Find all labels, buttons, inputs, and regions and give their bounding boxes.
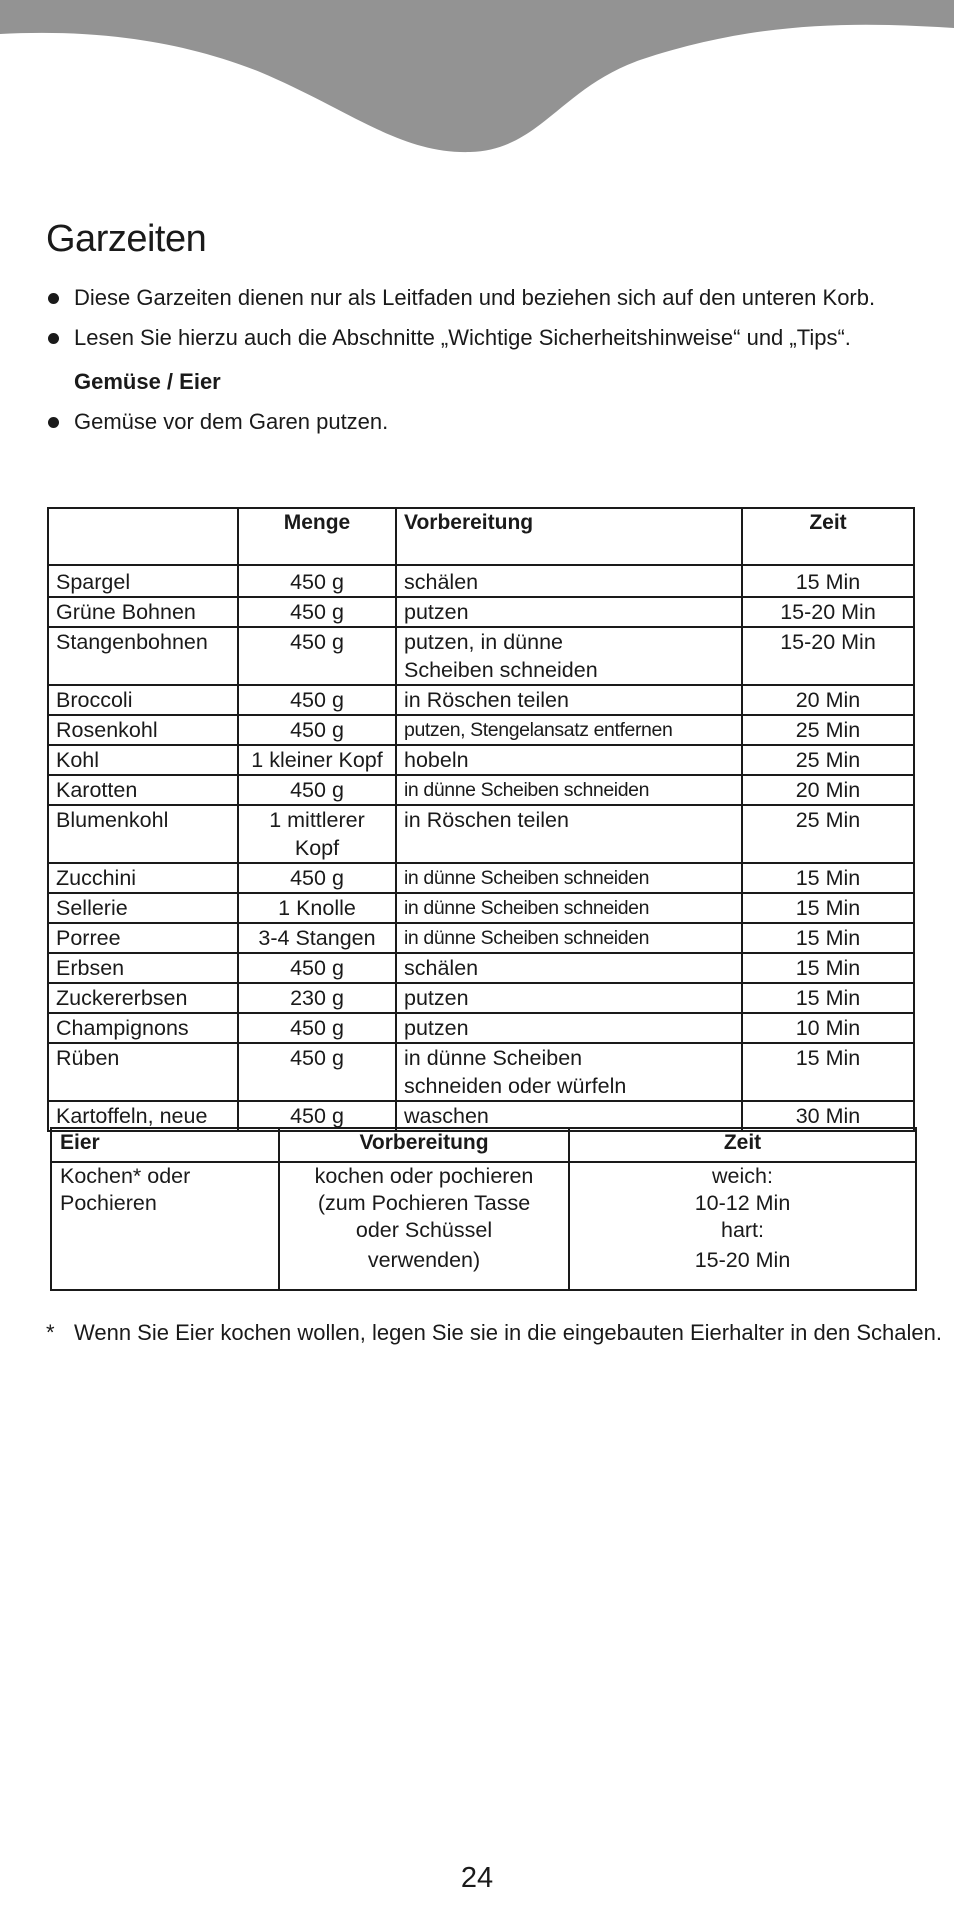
table-row bbox=[48, 983, 914, 1013]
cell-time: 15 Min bbox=[742, 923, 914, 953]
cell-preparation bbox=[396, 1013, 742, 1043]
preparation-line: schneiden oder würfeln bbox=[404, 1074, 627, 1098]
bullet-see-sections: Lesen Sie hierzu auch die Abschnitte „Wichtige Sicherheitshinweise“ und „Tips“. bbox=[46, 322, 916, 354]
cell-time: 25 Min bbox=[742, 805, 914, 863]
cell-item: Porree bbox=[48, 923, 238, 953]
cell-time: 15 Min bbox=[742, 1043, 914, 1101]
cell-amount: 3-4 Stangen bbox=[238, 923, 396, 953]
cell-item: Erbsen bbox=[48, 953, 238, 983]
cell-time: 15 Min bbox=[742, 953, 914, 983]
cell-amount: 230 g bbox=[238, 983, 396, 1013]
table-row bbox=[48, 627, 914, 685]
cell-amount: 450 g bbox=[238, 775, 396, 805]
egg-method bbox=[51, 1162, 279, 1290]
cell-amount: 1 mittlerer Kopf bbox=[238, 805, 396, 863]
egg-method-line: Kochen* oder bbox=[60, 1164, 191, 1188]
egg-method-line: Pochieren bbox=[60, 1191, 157, 1215]
table-row bbox=[48, 923, 914, 953]
egg-time bbox=[569, 1162, 916, 1290]
cell-time: 15-20 Min bbox=[742, 627, 914, 685]
page-title: Garzeiten bbox=[46, 218, 207, 260]
subheading-vegetables-eggs: Gemüse / Eier bbox=[74, 369, 221, 394]
cell-amount: 450 g bbox=[238, 715, 396, 745]
preparation-line: waschen bbox=[404, 1104, 489, 1128]
preparation-line: in dünne Scheiben schneiden bbox=[404, 867, 650, 889]
header-time: Zeit bbox=[742, 508, 914, 565]
cell-item: Rosenkohl bbox=[48, 715, 238, 745]
egg-prep-line: verwenden) bbox=[367, 1248, 481, 1272]
egg-preparation bbox=[279, 1162, 569, 1290]
preparation-line: putzen, in dünne bbox=[404, 630, 563, 654]
bullet-guideline: Diese Garzeiten dienen nur als Leitfaden und beziehen sich auf den unteren Korb. bbox=[46, 282, 916, 314]
cell-time: 15-20 Min bbox=[742, 597, 914, 627]
egg-header-time: Zeit bbox=[569, 1128, 916, 1162]
preparation-line: putzen bbox=[404, 600, 469, 624]
cell-amount: 450 g bbox=[238, 627, 396, 685]
cell-amount: 1 Knolle bbox=[238, 893, 396, 923]
preparation-line: schälen bbox=[404, 956, 479, 980]
cell-time: 25 Min bbox=[742, 745, 914, 775]
preparation-line: hobeln bbox=[404, 748, 469, 772]
cell-time: 15 Min bbox=[742, 983, 914, 1013]
cell-amount: 450 g bbox=[238, 1043, 396, 1101]
cell-item: Sellerie bbox=[48, 893, 238, 923]
egg-prep-line: kochen oder pochieren bbox=[314, 1164, 534, 1188]
table-row bbox=[48, 863, 914, 893]
table-row bbox=[48, 745, 914, 775]
table-row bbox=[48, 805, 914, 863]
cell-time: 15 Min bbox=[742, 565, 914, 597]
cell-amount: 450 g bbox=[238, 1013, 396, 1043]
cell-time: 30 Min bbox=[742, 1101, 914, 1131]
preparation-line: in dünne Scheiben schneiden bbox=[404, 897, 650, 919]
egg-time-line: weich: bbox=[712, 1164, 773, 1188]
cell-amount: 450 g bbox=[238, 1101, 396, 1131]
cell-preparation bbox=[396, 565, 742, 597]
table-row bbox=[48, 1013, 914, 1043]
preparation-line: in dünne Scheiben bbox=[404, 1046, 583, 1070]
preparation-line: in Röschen teilen bbox=[404, 808, 569, 832]
egg-header-row bbox=[51, 1128, 916, 1162]
intro-bullets bbox=[46, 282, 916, 438]
table-row bbox=[48, 565, 914, 597]
footnote-text: Wenn Sie Eier kochen wollen, legen Sie sie in die eingebauten Eierhalter in den Schalen. bbox=[74, 1320, 942, 1345]
preparation-line: schälen bbox=[404, 570, 479, 594]
header-preparation: Vorbereitung bbox=[396, 508, 742, 565]
header-amount: Menge bbox=[238, 508, 396, 565]
cell-amount: 450 g bbox=[238, 685, 396, 715]
preparation-line: putzen bbox=[404, 1016, 469, 1040]
cell-preparation bbox=[396, 745, 742, 775]
footnote bbox=[46, 1317, 944, 1349]
page-number: 24 bbox=[460, 1862, 494, 1894]
cell-time: 15 Min bbox=[742, 893, 914, 923]
cell-amount: 450 g bbox=[238, 953, 396, 983]
header-wave-decoration bbox=[0, 0, 954, 160]
cell-time: 20 Min bbox=[742, 775, 914, 805]
cell-amount: 450 g bbox=[238, 597, 396, 627]
cell-item: Rüben bbox=[48, 1043, 238, 1101]
egg-prep-line: oder Schüssel bbox=[355, 1218, 493, 1242]
cell-preparation bbox=[396, 805, 742, 863]
cell-time: 10 Min bbox=[742, 1013, 914, 1043]
vegetable-rows bbox=[48, 565, 914, 1131]
cell-time: 15 Min bbox=[742, 863, 914, 893]
egg-time-line: hart: bbox=[720, 1218, 765, 1242]
cell-amount: 1 kleiner Kopf bbox=[238, 745, 396, 775]
cell-preparation bbox=[396, 685, 742, 715]
cell-preparation bbox=[396, 953, 742, 983]
cell-preparation bbox=[396, 597, 742, 627]
table-header-row bbox=[48, 508, 914, 565]
cell-amount: 450 g bbox=[238, 565, 396, 597]
cell-preparation bbox=[396, 893, 742, 923]
preparation-line: in dünne Scheiben schneiden bbox=[404, 779, 650, 801]
cell-item: Grüne Bohnen bbox=[48, 597, 238, 627]
egg-time-line: 15-20 Min bbox=[694, 1248, 791, 1272]
preparation-line: in Röschen teilen bbox=[404, 688, 569, 712]
table-row bbox=[48, 597, 914, 627]
egg-row bbox=[51, 1162, 916, 1290]
footnote-marker: * bbox=[46, 1320, 55, 1345]
cell-item: Karotten bbox=[48, 775, 238, 805]
cell-item: Zuckererbsen bbox=[48, 983, 238, 1013]
table-row bbox=[48, 775, 914, 805]
table-row bbox=[48, 685, 914, 715]
table-row bbox=[48, 953, 914, 983]
egg-prep-line: (zum Pochieren Tasse bbox=[317, 1191, 531, 1215]
cell-item: Zucchini bbox=[48, 863, 238, 893]
cell-preparation bbox=[396, 715, 742, 745]
cell-item: Broccoli bbox=[48, 685, 238, 715]
cell-item: Kartoffeln, neue bbox=[48, 1101, 238, 1131]
cell-item: Kohl bbox=[48, 745, 238, 775]
cell-item: Stangenbohnen bbox=[48, 627, 238, 685]
egg-header-preparation: Vorbereitung bbox=[279, 1128, 569, 1162]
cell-preparation bbox=[396, 863, 742, 893]
preparation-line: in dünne Scheiben schneiden bbox=[404, 927, 650, 949]
bullet-clean-vegetables: Gemüse vor dem Garen putzen. bbox=[46, 406, 916, 438]
vegetable-cooking-table bbox=[47, 507, 915, 1132]
cell-preparation bbox=[396, 923, 742, 953]
cell-time: 25 Min bbox=[742, 715, 914, 745]
cell-amount: 450 g bbox=[238, 863, 396, 893]
preparation-line: Scheiben schneiden bbox=[404, 658, 598, 682]
header-item bbox=[48, 508, 238, 565]
table-row bbox=[48, 715, 914, 745]
cell-preparation bbox=[396, 983, 742, 1013]
cell-item: Spargel bbox=[48, 565, 238, 597]
cell-time: 20 Min bbox=[742, 685, 914, 715]
egg-time-line: 10-12 Min bbox=[694, 1191, 791, 1215]
table-row bbox=[48, 1043, 914, 1101]
preparation-line: putzen, Stengelansatz entfernen bbox=[404, 719, 673, 741]
cell-preparation bbox=[396, 775, 742, 805]
cell-item: Blumenkohl bbox=[48, 805, 238, 863]
egg-header-eggs: Eier bbox=[51, 1128, 279, 1162]
cell-item: Champignons bbox=[48, 1013, 238, 1043]
egg-cooking-table bbox=[50, 1127, 917, 1291]
cell-preparation bbox=[396, 1043, 742, 1101]
table-row bbox=[48, 893, 914, 923]
preparation-line: putzen bbox=[404, 986, 469, 1010]
cell-preparation bbox=[396, 627, 742, 685]
